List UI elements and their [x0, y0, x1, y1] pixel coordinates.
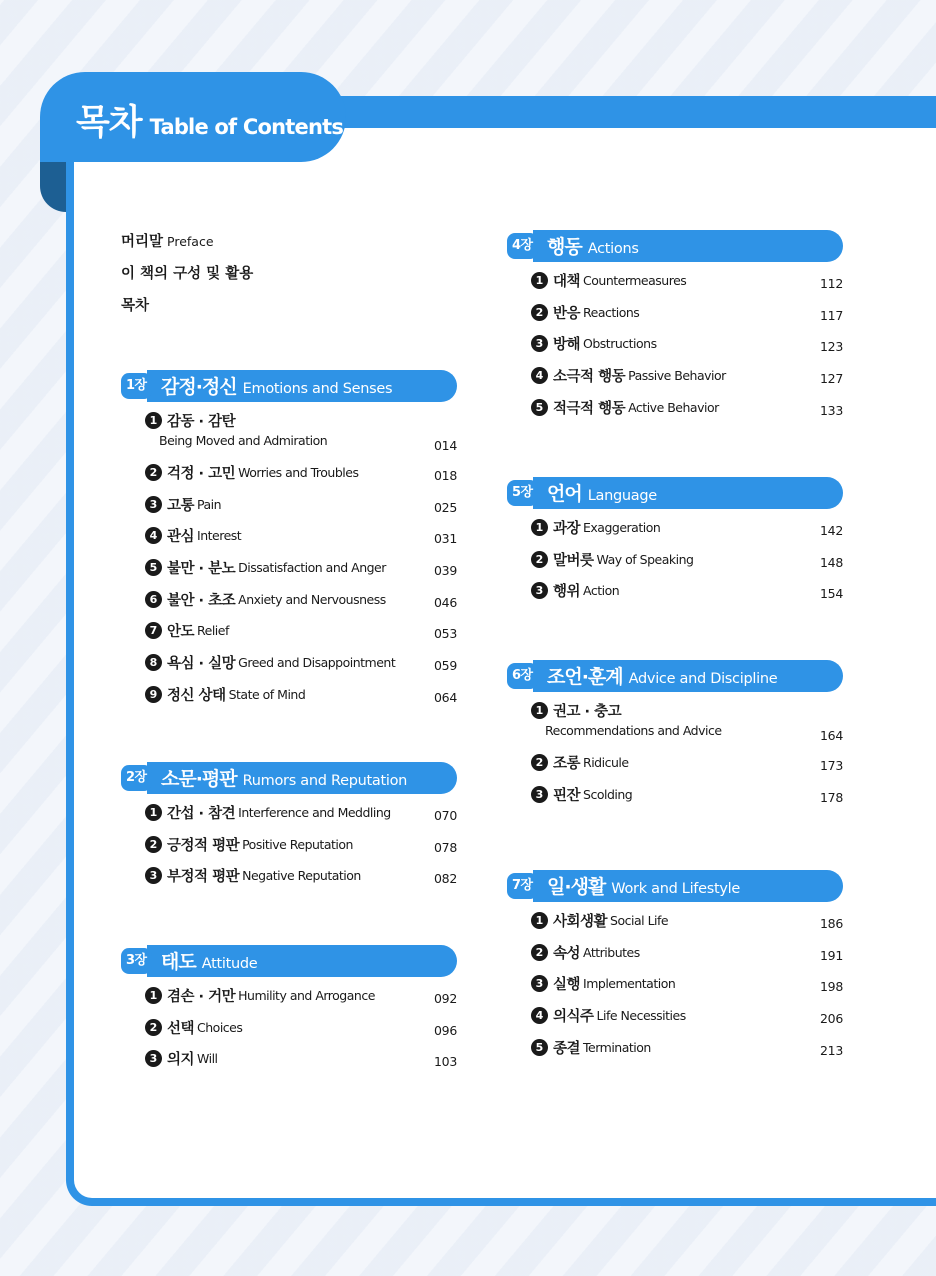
entry-title-ko: 실행 [553, 977, 581, 994]
page-title-en: Table of Contents [149, 115, 344, 139]
entry-page-number: 059 [434, 658, 457, 674]
chapter-title-en: Rumors and Reputation [242, 773, 408, 789]
chapter-title-en: Actions [587, 241, 639, 257]
entry-title-en: Choices [197, 1019, 243, 1035]
chapter-badge: 7장 [507, 873, 538, 899]
entry-number-icon: 3 [145, 867, 162, 884]
entry-number-icon: 5 [531, 1039, 548, 1056]
entry-number-icon: 2 [145, 836, 162, 853]
chapter-heading[interactable] [507, 230, 843, 262]
entry-number-icon: 3 [145, 1050, 162, 1067]
chapter-badge: 3장 [121, 948, 152, 974]
chapter-5 [507, 477, 843, 612]
entry-page-number: 154 [820, 586, 843, 602]
chapter-title [547, 662, 777, 689]
toc-entry[interactable] [531, 752, 843, 784]
entry-title-en: Negative Reputation [242, 868, 361, 884]
entry-number-icon: 1 [145, 804, 162, 821]
chapter-heading[interactable] [121, 762, 457, 794]
entry-title-en: Dissatisfaction and Anger [238, 560, 386, 576]
chapter-title [161, 764, 407, 791]
front-item-en: Preface [167, 234, 214, 249]
entry-number-icon: 3 [145, 496, 162, 513]
chapter-badge: 1장 [121, 373, 152, 399]
front-item-ko: 머리말 [121, 234, 164, 250]
toc-entry[interactable] [145, 410, 457, 462]
entry-page-number: 186 [820, 916, 843, 931]
toc-entry[interactable] [145, 525, 457, 557]
toc-entry[interactable] [531, 302, 843, 334]
entry-title-en: Exaggeration [583, 520, 661, 535]
entry-title-ko: 불만 · 분노 [167, 561, 236, 578]
chapter-title [547, 872, 740, 899]
entry-title-ko: 적극적 행동 [553, 400, 626, 417]
toc-entry[interactable] [531, 549, 843, 581]
chapter-heading[interactable] [507, 660, 843, 692]
entry-number-icon: 1 [145, 987, 162, 1004]
entry-title-en: Attributes [583, 944, 640, 960]
entry-title-ko: 안도 [167, 624, 195, 641]
entry-number-icon: 2 [531, 551, 548, 568]
entry-page-number: 191 [820, 947, 843, 963]
chapter-heading[interactable] [507, 870, 843, 902]
entry-page-number: 173 [820, 758, 843, 773]
entry-number-icon: 2 [145, 464, 162, 481]
toc-entry[interactable] [531, 942, 843, 974]
chapter-items [531, 270, 843, 428]
entry-number-icon: 4 [145, 527, 162, 544]
chapter-title [161, 372, 392, 399]
entry-page-number: 096 [434, 1022, 457, 1038]
entry-page-number: 064 [434, 689, 457, 705]
entry-title-en: Active Behavior [628, 399, 719, 415]
entry-title-en: Pain [197, 496, 222, 512]
entry-number-icon: 5 [145, 559, 162, 576]
toc-entry[interactable] [531, 910, 843, 942]
entry-page-number: 213 [820, 1042, 843, 1058]
toc-entry[interactable] [531, 580, 843, 612]
entry-number-icon: 1 [531, 912, 548, 929]
toc-entry[interactable] [145, 1048, 457, 1080]
entry-page-number: 092 [434, 991, 457, 1006]
entry-page-number: 112 [820, 276, 843, 291]
entry-title-ko: 속성 [553, 945, 581, 962]
toc-entry[interactable] [531, 270, 843, 302]
entry-title-ko: 방해 [553, 337, 581, 354]
entry-title-ko: 행위 [553, 584, 581, 601]
toc-entry[interactable] [531, 1037, 843, 1069]
chapter-items [145, 410, 457, 716]
entry-number-icon: 2 [531, 944, 548, 961]
entry-page-number: 025 [434, 499, 457, 515]
entry-number-icon: 6 [145, 591, 162, 608]
toc-entry[interactable] [145, 985, 457, 1017]
entry-page-number: 039 [434, 563, 457, 579]
entry-title-en: Recommendations and Advice [545, 723, 722, 738]
toc-entry[interactable] [531, 365, 843, 397]
toc-entry[interactable] [531, 333, 843, 365]
entry-page-number: 206 [820, 1011, 843, 1027]
chapter-badge: 2장 [121, 765, 152, 791]
entry-title-ko: 선택 [167, 1020, 195, 1037]
entry-title-en: Positive Reputation [242, 836, 353, 852]
chapter-items [531, 910, 843, 1068]
chapter-badge: 5장 [507, 480, 538, 506]
toc-entry[interactable] [145, 865, 457, 897]
entry-number-icon: 2 [531, 754, 548, 771]
entry-title-ko: 걱정 · 고민 [167, 466, 236, 482]
chapter-1 [121, 370, 457, 716]
entry-page-number: 046 [434, 594, 457, 610]
entry-page-number: 133 [820, 402, 843, 418]
entry-title-ko: 대책 [553, 274, 581, 290]
chapter-title-en: Advice and Discipline [628, 671, 778, 687]
entry-page-number: 078 [434, 839, 457, 855]
chapter-4 [507, 230, 843, 428]
entry-title-en: Life Necessities [596, 1008, 686, 1024]
chapter-7 [507, 870, 843, 1068]
toc-entry[interactable] [531, 1005, 843, 1037]
entry-page-number: 053 [434, 626, 457, 642]
entry-number-icon: 4 [531, 367, 548, 384]
entry-number-icon: 1 [145, 412, 162, 429]
entry-page-number: 018 [434, 468, 457, 483]
chapter-items [531, 700, 843, 815]
entry-title-en: State of Mind [228, 686, 306, 702]
entry-number-icon: 3 [531, 335, 548, 352]
entry-page-number: 123 [820, 339, 843, 355]
chapter-title-ko: 감정·정신 [161, 376, 237, 398]
chapter-items [145, 985, 457, 1080]
entry-page-number: 014 [434, 438, 457, 453]
chapter-items [145, 802, 457, 897]
entry-page-number: 117 [820, 307, 843, 323]
entry-title-ko: 과장 [553, 521, 581, 537]
toc-entry[interactable] [531, 397, 843, 429]
chapter-items [531, 517, 843, 612]
entry-title-en: Worries and Troubles [238, 465, 359, 480]
entry-title-ko: 핀잔 [553, 787, 581, 804]
entry-number-icon: 1 [531, 702, 548, 719]
chapter-title-ko: 언어 [547, 483, 582, 505]
chapter-title-ko: 일·생활 [547, 876, 606, 898]
entry-title-ko: 말버릇 [553, 552, 594, 569]
chapter-title-en: Attitude [201, 956, 258, 972]
entry-page-number: 031 [434, 531, 457, 547]
toc-entry[interactable] [531, 973, 843, 1005]
entry-title-en: Termination [583, 1039, 651, 1055]
toc-entry[interactable] [145, 834, 457, 866]
entry-number-icon: 3 [531, 582, 548, 599]
toc-entry[interactable] [145, 462, 457, 494]
entry-title-ko: 간섭 · 참견 [167, 806, 236, 822]
entry-title-en: Being Moved and Admiration [159, 433, 328, 448]
chapter-title-ko: 소문·평판 [161, 768, 237, 790]
chapter-3 [121, 945, 457, 1080]
entry-title-en: Anxiety and Nervousness [238, 591, 386, 607]
entry-title-ko: 관심 [167, 529, 195, 546]
entry-number-icon: 4 [531, 1007, 548, 1024]
chapter-heading[interactable] [121, 945, 457, 977]
entry-title-ko: 조롱 [553, 756, 581, 772]
entry-title-ko: 불안 · 초조 [167, 592, 236, 609]
chapter-title [547, 479, 657, 506]
entry-number-icon: 3 [531, 786, 548, 803]
toc-entry[interactable] [145, 557, 457, 589]
entry-title-en: Implementation [583, 976, 676, 992]
entry-title-ko: 욕심 · 실망 [167, 656, 236, 673]
entry-title-en: Way of Speaking [596, 551, 694, 567]
entry-title-ko: 긍정적 평판 [167, 837, 240, 854]
entry-title-en: Reactions [583, 304, 640, 320]
entry-title-en: Relief [197, 623, 229, 639]
entry-title-en: Greed and Disappointment [238, 655, 396, 671]
entry-title-en: Countermeasures [583, 273, 687, 288]
toc-entry[interactable] [145, 620, 457, 652]
entry-title-ko: 의식주 [553, 1009, 594, 1026]
front-item-guide[interactable] [121, 262, 253, 294]
chapter-6 [507, 660, 843, 815]
entry-title-ko: 부정적 평판 [167, 869, 240, 886]
entry-title-ko: 사회생활 [553, 914, 608, 930]
entry-page-number: 142 [820, 523, 843, 538]
entry-title-en: Interest [197, 528, 242, 544]
toc-entry[interactable] [145, 1017, 457, 1049]
entry-number-icon: 5 [531, 399, 548, 416]
entry-title-en: Scolding [583, 786, 633, 802]
entry-title-ko: 겸손 · 거만 [167, 989, 236, 1005]
chapter-heading[interactable] [507, 477, 843, 509]
entry-title-en: Ridicule [583, 755, 629, 770]
page-title [76, 95, 343, 145]
entry-title-en: Action [583, 583, 620, 599]
entry-number-icon: 8 [145, 654, 162, 671]
toc-entry[interactable] [145, 494, 457, 526]
entry-title-ko: 반응 [553, 305, 581, 322]
entry-number-icon: 2 [531, 304, 548, 321]
entry-number-icon: 1 [531, 519, 548, 536]
toc-entry[interactable] [145, 652, 457, 684]
chapter-heading[interactable] [121, 370, 457, 402]
toc-entry[interactable] [145, 589, 457, 621]
entry-title-en: Social Life [610, 913, 669, 928]
tab-fold [40, 160, 66, 212]
entry-page-number: 070 [434, 808, 457, 823]
toc-entry[interactable] [531, 517, 843, 549]
entry-number-icon: 1 [531, 272, 548, 289]
entry-title-en: Humility and Arrogance [238, 988, 375, 1003]
entry-number-icon: 2 [145, 1019, 162, 1036]
chapter-title-ko: 조언·훈계 [547, 666, 623, 688]
entry-title-ko: 권고 · 충고 [553, 704, 622, 720]
toc-entry[interactable] [145, 684, 457, 716]
front-item-preface[interactable] [121, 230, 253, 262]
entry-title-ko: 감동 · 감탄 [167, 414, 236, 430]
front-item-ko: 목차 [121, 298, 150, 314]
header-bar [300, 96, 936, 128]
entry-number-icon: 3 [531, 975, 548, 992]
chapter-title-en: Language [587, 488, 657, 504]
entry-title-ko: 종결 [553, 1040, 581, 1057]
entry-title-en: Passive Behavior [628, 368, 726, 384]
front-matter [121, 230, 253, 326]
entry-title-en: Will [197, 1051, 218, 1067]
entry-page-number: 127 [820, 371, 843, 387]
chapter-title-en: Work and Lifestyle [611, 881, 740, 897]
chapter-title-ko: 행동 [547, 236, 582, 258]
page-title-ko: 목차 [76, 103, 142, 143]
toc-entry[interactable] [145, 802, 457, 834]
front-item-ko: 이 책의 구성 및 활용 [121, 266, 254, 282]
entry-page-number: 164 [820, 728, 843, 743]
front-item-contents[interactable] [121, 294, 253, 326]
entry-page-number: 198 [820, 979, 843, 995]
chapter-title [547, 232, 639, 259]
entry-title-ko: 소극적 행동 [553, 369, 626, 386]
entry-number-icon: 7 [145, 622, 162, 639]
entry-title-en: Interference and Meddling [238, 805, 391, 820]
chapter-title [161, 947, 257, 974]
entry-title-ko: 고통 [167, 497, 195, 514]
entry-title-ko: 정신 상태 [167, 687, 226, 704]
chapter-badge: 4장 [507, 233, 538, 259]
toc-entry[interactable] [531, 700, 843, 752]
entry-title-ko: 의지 [167, 1052, 195, 1069]
chapter-badge: 6장 [507, 663, 538, 689]
entry-page-number: 103 [434, 1054, 457, 1070]
entry-title-en: Obstructions [583, 336, 657, 352]
entry-page-number: 148 [820, 554, 843, 570]
entry-page-number: 082 [434, 871, 457, 887]
entry-page-number: 178 [820, 789, 843, 805]
chapter-title-ko: 태도 [161, 951, 196, 973]
chapter-2 [121, 762, 457, 897]
entry-number-icon: 9 [145, 686, 162, 703]
toc-entry[interactable] [531, 784, 843, 816]
chapter-title-en: Emotions and Senses [242, 381, 393, 397]
